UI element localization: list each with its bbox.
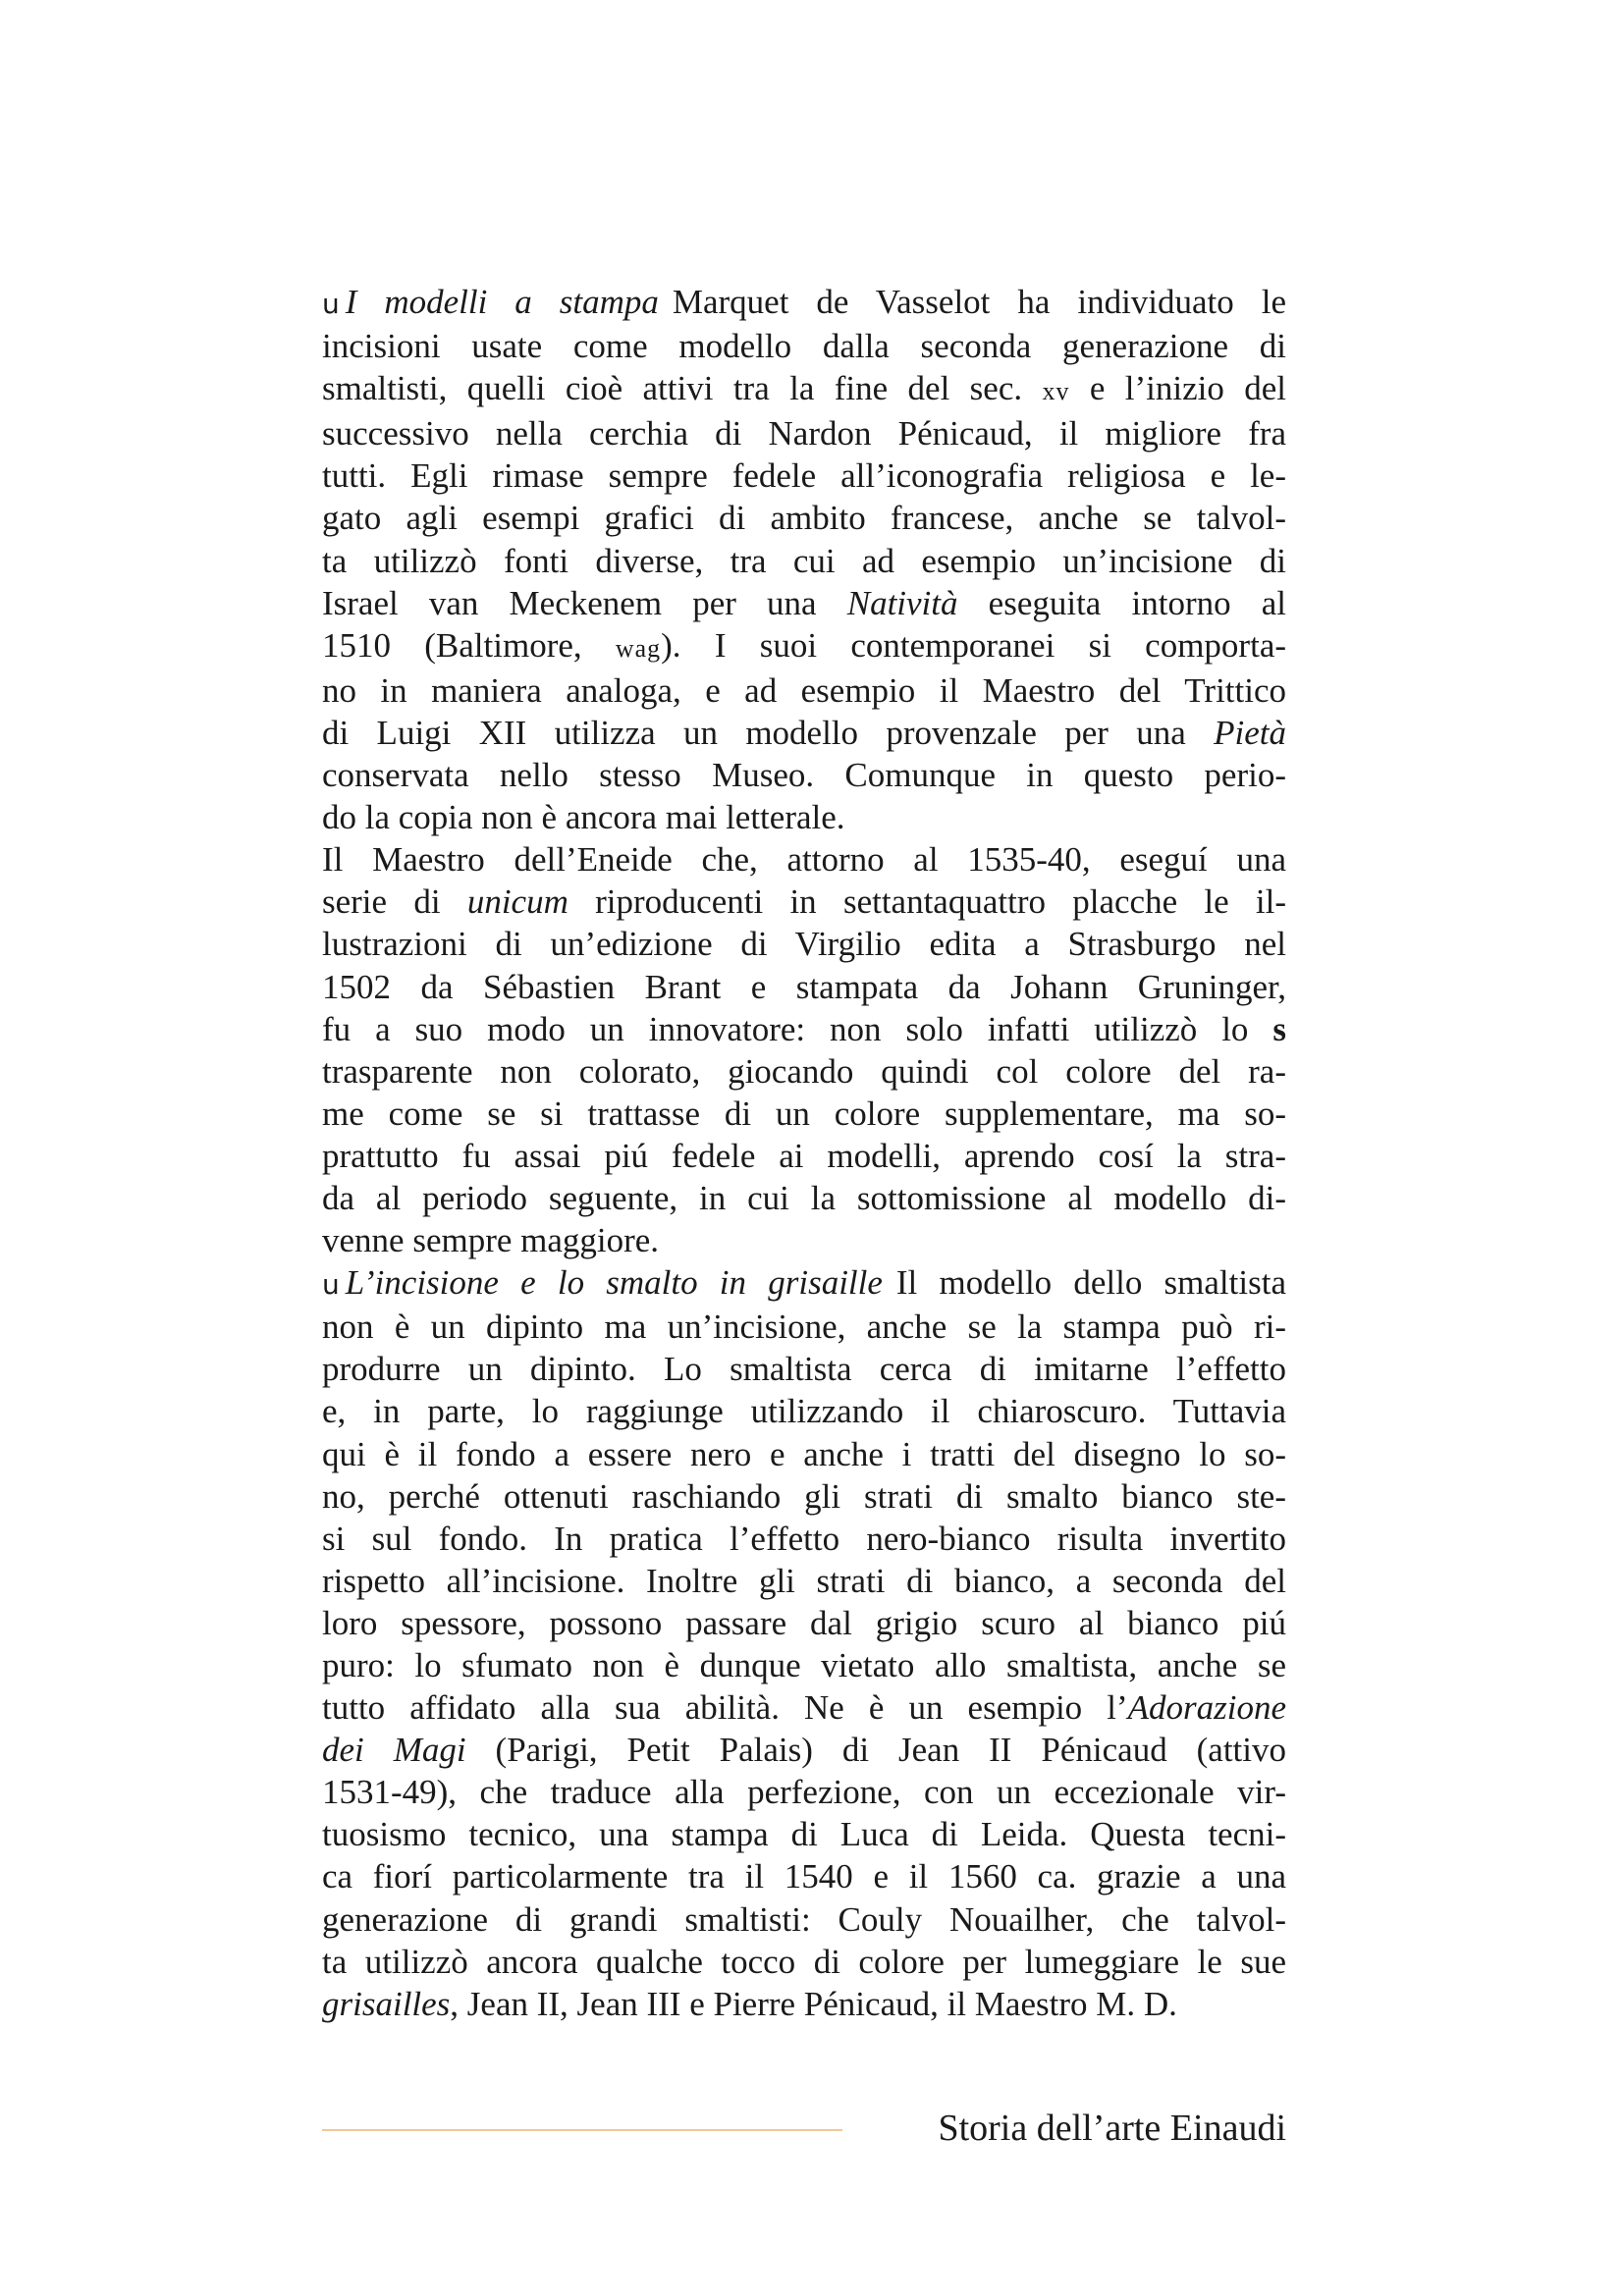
text-line: e, in parte, lo raggiunge utilizzando il chiaroscuro. Tuttavia	[322, 1392, 1286, 1431]
italic-term: unicum	[466, 882, 568, 922]
text-line: non è un dipinto ma un’incisione, anche se la stampa può ri-	[322, 1308, 1286, 1347]
text-line: no, perché ottenuti raschiando gli strati di smalto bianco ste-	[322, 1476, 1286, 1516]
italic-term: dei Magi	[322, 1731, 466, 1770]
small-caps-abbreviation: wag	[615, 633, 662, 663]
text-line: da al periodo seguente, in cui la sottomissione al modello di-	[322, 1178, 1286, 1217]
text-line: 1510 (Baltimore, wag). I suoi contemporanei si comporta-	[322, 625, 1287, 665]
text-line: me come se si trattasse di un colore supplementare, ma so-	[322, 1094, 1286, 1133]
text-line: successivo nella cerchia di Nardon Pénicaud, il migliore fra	[322, 414, 1286, 454]
text-line: fu a suo modo un innovatore: non solo infatti utilizzò lo s	[322, 1009, 1286, 1048]
text-line: incisioni usate come modello dalla seconda generazione di	[322, 327, 1286, 366]
paragraph-incisione-grisaille	[322, 1261, 1286, 2025]
section-marker: u	[322, 288, 340, 320]
section-marker: u	[322, 1268, 340, 1302]
italic-term: Natività	[846, 583, 958, 622]
text-line: ta utilizzò ancora qualche tocco di colore per lumeggiare le sue	[322, 1942, 1286, 1981]
text-line: 1502 da Sébastien Brant e stampata da Johann Gruninger,	[322, 967, 1286, 1006]
section-heading: I modelli a stampa	[345, 283, 659, 321]
small-caps-century: xv	[1042, 377, 1070, 406]
footer-rule	[322, 2129, 842, 2131]
text-line: trasparente non colorato, giocando quindi col colore del ra-	[322, 1051, 1286, 1091]
text-line: qui è il fondo a essere nero e anche i tratti del disegno lo so-	[322, 1434, 1286, 1473]
text-line: u L’incisione e lo smalto in grisaille Il modello dello smaltista	[322, 1263, 1286, 1303]
text-line: dei Magi (Parigi, Petit Palais) di Jean II Pénicaud (attivo	[322, 1731, 1287, 1770]
text-line: smaltisti, quelli cioè attivi tra la fine del sec. xv e l’inizio del	[322, 369, 1287, 408]
text-line: no in maniera analoga, e ad esempio il Maestro del Trittico	[322, 670, 1286, 710]
text-line: ta utilizzò fonti diverse, tra cui ad esempio un’incisione di	[322, 541, 1286, 580]
section-heading: L’incisione e lo smalto in grisaille	[345, 1263, 883, 1303]
text-line: conservata nello stesso Museo. Comunque in questo perio-	[322, 756, 1286, 795]
text-line: gato agli esempi grafici di ambito francese, anche se talvol-	[322, 499, 1286, 538]
text-line: do la copia non è ancora mai letterale.	[322, 798, 845, 837]
text-line: grisailles, Jean II, Jean III e Pierre Pénicaud, il Maestro M. D.	[322, 1984, 1177, 2023]
page-footer	[322, 2101, 1286, 2160]
text-line: di Luigi XII utilizza un modello provenzale per una Pietà	[322, 713, 1287, 752]
text-line: tutto affidato alla sua abilità. Ne è un esempio l’Adorazione	[322, 1688, 1286, 1728]
text-line: tutti. Egli rimase sempre fedele all’iconografia religiosa e le-	[322, 456, 1286, 496]
text-line: puro: lo sfumato non è dunque vietato allo smaltista, anche se	[322, 1646, 1286, 1684]
text-line: loro spessore, possono passare dal grigio scuro al bianco piú	[322, 1603, 1286, 1642]
paragraph-maestro-eneide	[322, 838, 1286, 1261]
body-text	[322, 281, 1286, 2025]
italic-term: Pietà	[1214, 713, 1287, 752]
text-line: lustrazioni di un’edizione di Virgilio edita a Strasburgo nel	[322, 925, 1286, 964]
text-line: produrre un dipinto. Lo smaltista cerca di imitarne l’effetto	[322, 1350, 1286, 1389]
italic-term: Adorazione	[1127, 1688, 1286, 1728]
text-line: ca fiorí particolarmente tra il 1540 e il 1560 ca. grazie a una	[322, 1857, 1286, 1896]
text-line: generazione di grandi smaltisti: Couly Nouailher, che talvol-	[322, 1899, 1286, 1939]
text-line: rispetto all’incisione. Inoltre gli strati di bianco, a seconda del	[322, 1561, 1286, 1600]
text-line: serie di unicum riproducenti in settantaquattro placche le il-	[322, 882, 1286, 922]
paragraph-modelli-a-stampa	[322, 281, 1286, 838]
text-line: venne sempre maggiore.	[322, 1221, 660, 1260]
bold-term: s	[1272, 1009, 1286, 1048]
text-line: u I modelli a stampa Marquet de Vasselot ha individuato le	[322, 283, 1286, 321]
italic-term: grisailles	[322, 1984, 451, 2023]
text-line: Israel van Meckenem per una Natività eseguita intorno al	[322, 583, 1287, 622]
text-line: Il Maestro dell’Eneide che, attorno al 1535-40, eseguí una	[322, 840, 1286, 880]
text-line: prattutto fu assai piú fedele ai modelli, aprendo cosí la stra-	[322, 1136, 1286, 1175]
text-line: tuosismo tecnico, una stampa di Luca di Leida. Questa tecni-	[322, 1815, 1286, 1854]
text-line: si sul fondo. In pratica l’effetto nero-bianco risulta invertito	[322, 1519, 1286, 1558]
footer-title: Storia dell’arte Einaudi	[938, 2108, 1286, 2149]
text-line: 1531-49), che traduce alla perfezione, con un eccezionale vir-	[322, 1773, 1286, 1812]
